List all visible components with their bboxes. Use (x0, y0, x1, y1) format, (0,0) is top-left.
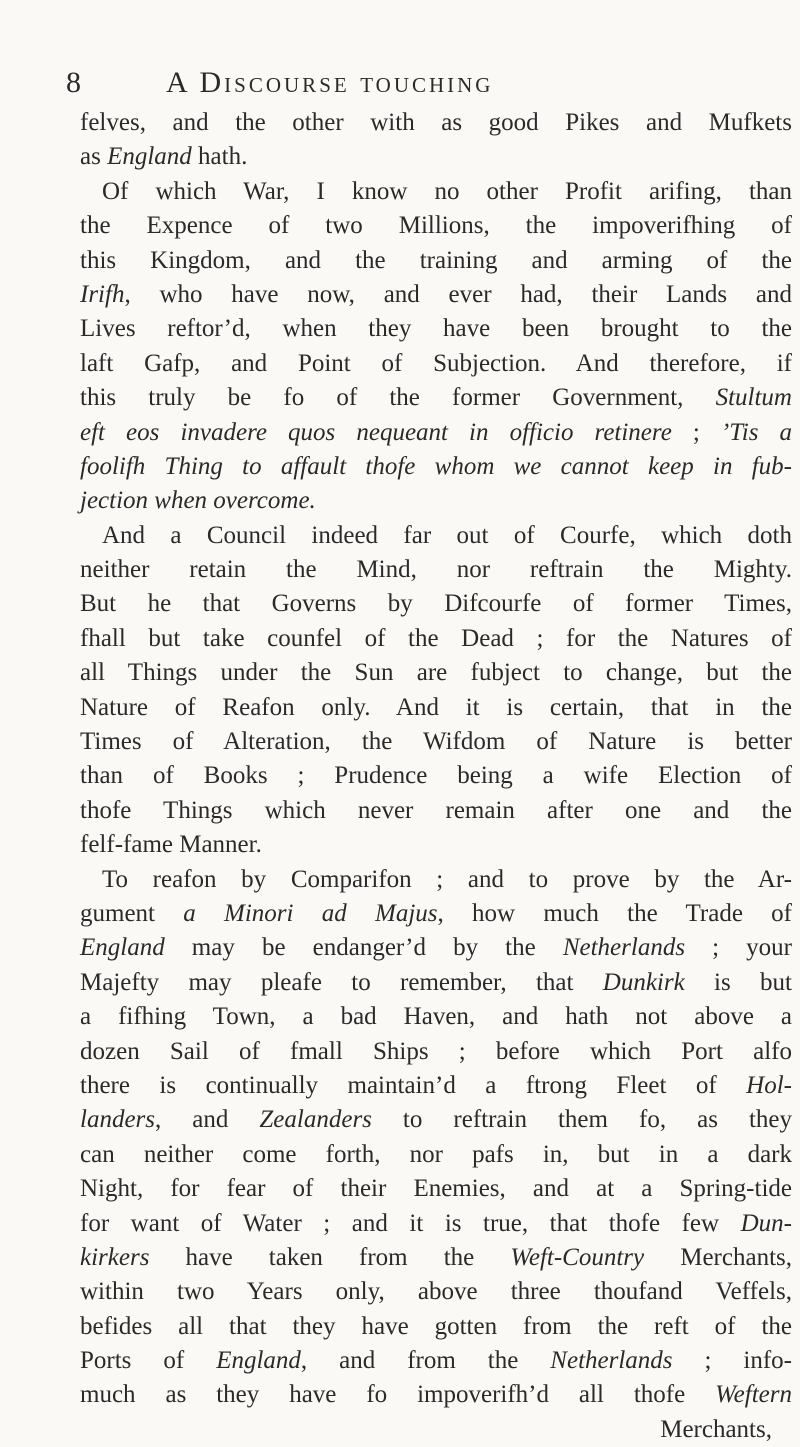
text-line (80, 587, 792, 621)
text-line (80, 1344, 792, 1378)
italic-text: England (216, 1347, 301, 1375)
italic-text: Dun- (740, 1209, 792, 1237)
italic-text: England (80, 934, 165, 962)
italic-text: Weft-Country (510, 1243, 645, 1271)
text-line (80, 1413, 792, 1447)
text-segment: dozen Sail of fmall Ships ; before which Port alfo (80, 1037, 792, 1065)
text-line (80, 244, 792, 278)
text-segment: ; your (685, 934, 793, 962)
italic-text: Netherlands (550, 1347, 673, 1375)
text-segment: for want of Water ; and it is true, that thofe few (80, 1209, 741, 1237)
text-line (80, 278, 792, 312)
text-segment: laft Gafp, and Point of Subjection. And therefore, if (80, 349, 792, 377)
text-segment: ; (671, 418, 721, 446)
text-segment: , who have now, and ever had, their Lands and (124, 280, 792, 308)
text-segment: can neither come forth, nor pafs in, but in a dark (80, 1140, 792, 1168)
text-line (80, 450, 792, 484)
italic-text: jection when overcome. (80, 487, 316, 515)
italic-text: Dunkirk (602, 968, 685, 996)
italic-text: Weftern (715, 1381, 792, 1409)
text-line (80, 691, 792, 725)
page-header (66, 66, 766, 106)
text-line (80, 416, 792, 450)
text-segment: ; info- (672, 1347, 793, 1375)
text-segment: this truly be fo of the former Government, (80, 384, 716, 412)
text-segment: within two Years only, above three thoufand Veffels, (80, 1278, 792, 1306)
text-segment: have taken from the (149, 1243, 511, 1271)
text-line (80, 656, 792, 690)
italic-text: eft eos invadere quos nequeant in officio retinere (80, 418, 672, 446)
text-segment: , how much the Trade of (437, 899, 793, 927)
text-line (80, 759, 792, 793)
text-segment: Merchants, (644, 1243, 792, 1271)
text-segment: Nature of Reafon only. And it is certain, that in the (80, 693, 792, 721)
text-segment: thofe Things which never remain after one and the (80, 796, 792, 824)
text-line (80, 931, 792, 965)
text-line (80, 381, 792, 415)
text-line (80, 1172, 792, 1206)
text-segment: all Things under the Sun are fubject to change, but the (80, 659, 792, 687)
text-line (80, 347, 792, 381)
text-segment: to reftrain them fo, as they (371, 1106, 792, 1134)
text-line (80, 863, 792, 897)
italic-text: ’Tis a (720, 418, 792, 446)
text-line (80, 794, 792, 828)
text-line (80, 140, 792, 174)
text-line (80, 553, 792, 587)
text-segment: Times of Alteration, the Wifdom of Nature is better (80, 728, 792, 756)
text-line (80, 1241, 792, 1275)
text-segment: Majefty may pleafe to remember, that (80, 968, 603, 996)
text-line (80, 897, 792, 931)
text-line (80, 1103, 792, 1137)
text-segment: than of Books ; Prudence being a wife Election of (80, 762, 792, 790)
text-line (80, 1000, 792, 1034)
italic-text: kirkers (80, 1243, 150, 1271)
italic-text: Zealanders (259, 1106, 372, 1134)
text-line (80, 1378, 792, 1412)
running-title: A Discourse touching (166, 66, 494, 99)
text-line (80, 175, 792, 209)
text-segment: is but (684, 968, 792, 996)
text-line (80, 209, 792, 243)
text-line (80, 1207, 792, 1241)
text-segment: To reafon by Comparifon ; and to prove by the Ar- (102, 865, 792, 893)
italic-text: foolifh Thing to affault thofe whom we cannot keep in fub- (80, 452, 792, 480)
text-line (80, 725, 792, 759)
text-line (80, 622, 792, 656)
text-segment: much as they have fo impoverifh’d all thofe (80, 1381, 716, 1409)
text-line (80, 1275, 792, 1309)
text-segment: felves, and the other with as good Pikes and Mufkets (80, 109, 792, 136)
text-segment: Ports of (80, 1347, 217, 1375)
text-segment: neither retain the Mind, nor reftrain the Mighty. (80, 556, 792, 584)
page-number: 8 (66, 66, 83, 99)
text-line (80, 1138, 792, 1172)
italic-text: Stultum (715, 384, 792, 412)
text-segment: as (80, 143, 108, 171)
text-line (80, 1035, 792, 1069)
text-line (80, 519, 792, 553)
text-segment: this Kingdom, and the training and arming of the (80, 246, 792, 274)
text-line (80, 828, 792, 862)
italic-text: landers (80, 1106, 155, 1134)
text-line (80, 106, 792, 140)
text-segment: the Expence of two Millions, the impoverifhing of (80, 212, 792, 240)
text-segment: And a Council indeed far out of Courfe, which doth (102, 521, 792, 549)
text-segment: befides all that they have gotten from the reft of the (80, 1312, 792, 1340)
text-segment: there is continually maintain’d a ftrong Fleet of (80, 1071, 747, 1099)
text-segment: may be endanger’d by the (164, 934, 563, 962)
italic-text: Netherlands (562, 934, 686, 962)
text-line (80, 484, 792, 518)
text-segment: , and (155, 1106, 260, 1134)
text-segment: a fifhing Town, a bad Haven, and hath not above a (80, 1003, 792, 1031)
text-segment: hath. (191, 143, 248, 171)
italic-text: Hol- (746, 1071, 792, 1099)
text-segment: Of which War, I know no other Profit arifing, than (102, 177, 792, 205)
text-segment: But he that Governs by Difcourfe of former Times, (80, 590, 792, 618)
text-segment: felf-fame Manner. (80, 831, 262, 859)
text-segment: Lives reftor’d, when they have been brought to the (80, 315, 792, 343)
text-line (80, 312, 792, 346)
text-segment: Merchants, (660, 1415, 772, 1443)
text-segment: , and from the (300, 1347, 551, 1375)
text-line (80, 966, 792, 1000)
text-segment: fhall but take counfel of the Dead ; for the Natures of (80, 624, 792, 652)
body-text (80, 106, 792, 1447)
italic-text: a Minori ad Majus (183, 899, 438, 927)
text-line (80, 1069, 792, 1103)
text-segment: Night, for fear of their Enemies, and at a Spring-tide (80, 1175, 792, 1203)
italic-text: England (107, 143, 192, 171)
text-line (80, 1310, 792, 1344)
text-segment: gument (80, 899, 184, 927)
italic-text: Irifh (80, 280, 125, 308)
